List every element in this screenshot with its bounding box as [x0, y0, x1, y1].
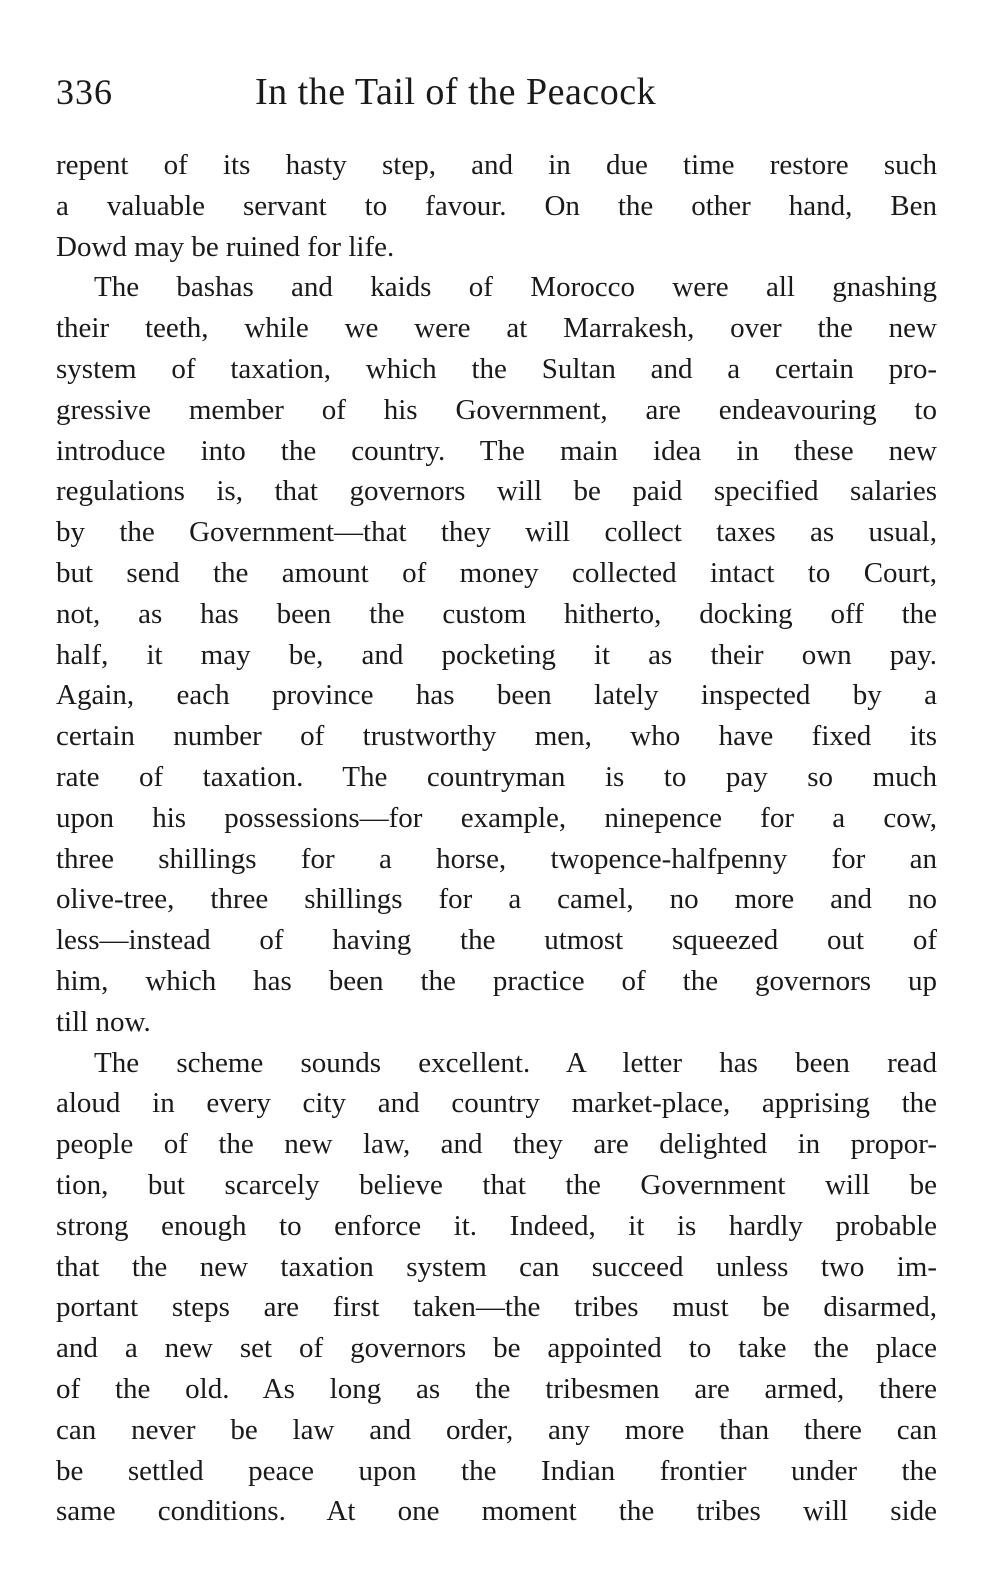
text-line: aloud in every city and country market-place, apprising the	[56, 1087, 937, 1120]
text-line: can never be law and order, any more than there can	[56, 1413, 937, 1446]
body-text	[56, 145, 937, 1532]
text-line: portant steps are first taken—the tribes must be disarmed,	[56, 1291, 937, 1324]
text-line: rate of taxation. The countryman is to pay so much	[56, 760, 937, 793]
page-number: 336	[56, 72, 113, 112]
text-line: tion, but scarcely believe that the Government will be	[56, 1168, 937, 1201]
text-line: The scheme sounds excellent. A letter has been read	[94, 1046, 937, 1079]
page-header	[56, 62, 946, 122]
text-line: till now.	[56, 1005, 151, 1038]
text-line: him, which has been the practice of the governors up	[56, 964, 937, 997]
text-line: regulations is, that governors will be paid specified salaries	[56, 475, 937, 508]
running-title: In the Tail of the Peacock	[255, 71, 657, 113]
text-line: upon his possessions—for example, ninepence for a cow,	[56, 801, 937, 834]
text-line: strong enough to enforce it. Indeed, it is hardly probable	[56, 1209, 937, 1242]
text-line: certain number of trustworthy men, who have fixed its	[56, 720, 937, 753]
text-line: but send the amount of money collected intact to Court,	[56, 556, 937, 589]
text-line: and a new set of governors be appointed to take the place	[56, 1332, 937, 1365]
text-line: Again, each province has been lately inspected by a	[56, 679, 937, 712]
text-line: their teeth, while we were at Marrakesh, over the new	[56, 312, 937, 345]
text-line: gressive member of his Government, are endeavouring to	[56, 393, 937, 426]
text-line: repent of its hasty step, and in due time restore such	[56, 149, 937, 181]
text-line: olive-tree, three shillings for a camel, no more and no	[56, 883, 937, 916]
text-line: three shillings for a horse, twopence-halfpenny for an	[56, 842, 937, 875]
text-line: introduce into the country. The main idea in these new	[56, 434, 937, 467]
text-line: Dowd may be ruined for life.	[56, 230, 395, 263]
text-line: of the old. As long as the tribesmen are armed, there	[56, 1372, 937, 1405]
text-line: be settled peace upon the Indian frontier under the	[56, 1454, 937, 1487]
text-line: system of taxation, which the Sultan and a certain pro-	[56, 352, 937, 385]
text-line: people of the new law, and they are delighted in propor-	[56, 1128, 937, 1161]
text-line: less—instead of having the utmost squeezed out of	[56, 924, 937, 957]
text-line: by the Government—that they will collect taxes as usual,	[56, 516, 937, 549]
text-line: that the new taxation system can succeed unless two im-	[56, 1250, 937, 1283]
text-line: a valuable servant to favour. On the other hand, Ben	[56, 189, 937, 222]
text-line: same conditions. At one moment the tribes will side	[56, 1495, 937, 1528]
text-line: not, as has been the custom hitherto, docking off the	[56, 597, 937, 630]
text-line: half, it may be, and pocketing it as their own pay.	[56, 638, 937, 671]
text-line: The bashas and kaids of Morocco were all gnashing	[94, 271, 937, 304]
